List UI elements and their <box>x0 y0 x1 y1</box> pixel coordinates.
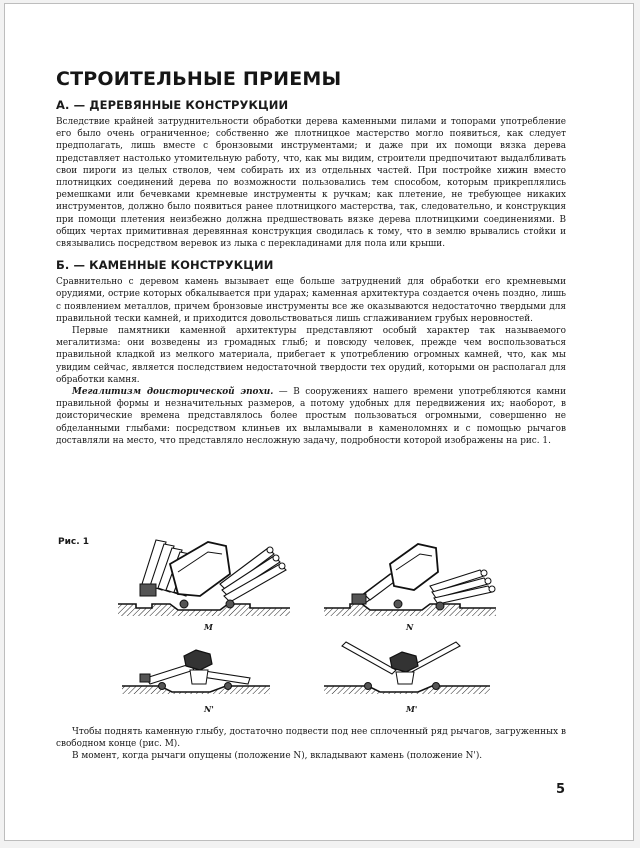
panel-n-prime <box>122 650 270 694</box>
section-b-paragraph-2: Первые памятники каменной архитектуры представляют особый характер так называемого мегалитизма: они возведены из громадных глыб; и повсюду человек, прежде чем воспользоваться правильной кладкой из мелкого материала, прибегает к употреблению огромных камней, что, как мы увидим сейчас, является последствием недостаточной твердости тех орудий, которыми он располагал для обработки камня. <box>56 326 566 385</box>
caption-m: M <box>204 622 213 632</box>
section-b-paragraph-3 <box>56 386 566 447</box>
page-title: СТРОИТЕЛЬНЫЕ ПРИЕМЫ <box>56 68 342 90</box>
figure-1 <box>100 524 540 724</box>
section-a-paragraph: Вследствие крайней затруднительности обработки дерева каменными пилами и топорами употребление его было очень ограниченное; собственно же плотницкое мастерство могло появиться, как следует предполагать, лишь вместе с бронзовыми инструментами; и даже при их помощи вязка дерева представляет настолько утомительную работу, что, как мы видим, строители предпочитают выдалбливать свои пироги из целых стволов, чем собирать их из отдельных частей. При постройке хижин вместо плотницких соединений дерева по возможности пользовались тем способом, которым прикреплялись ремешками или бечевками кремневые инструменты к ручкам; как плетение, не требующее никаких инструментов, должно было появиться ранее плотницкого мастерства, так, следовательно, и конструкция при помощи плетения неизбежно должна предшествовать вязке дерева плотницкими соединениями. В общих чертах примитивная деревянная конструкция сводилась к тому, что в землю врывались стойки и связывались посредством веревок из лыка с перекладинами для пола или крыши. <box>56 117 566 250</box>
panel-m <box>118 540 290 616</box>
main-content <box>56 68 566 447</box>
figure-label: Рис. 1 <box>58 537 90 547</box>
megalithism-lead: Мегалитизм доисторической эпохи. <box>72 387 274 398</box>
bottom-paragraph-2: В момент, когда рычаги опущены (положение N), вкладывают камень (положение N'). <box>72 751 483 762</box>
caption-n: N <box>406 622 414 632</box>
megalithism-text: — В сооружениях нашего времени употребляются камни правильной формы и незначительных размеров, а потому удобных для передвижения их; наоборот, в доисторические времена представлялось более простым пользоваться огромными, совершенно не обделанными глыбами: посредством клиньев их выламывали в каменоломнях и с помощью рычагов доставляли на место, что представляло несложную задачу, подробности которой изображены на рис. 1. <box>56 387 567 446</box>
section-b-heading: Б. — КАМЕННЫЕ КОНСТРУКЦИИ <box>56 258 274 273</box>
bottom-text <box>56 726 566 763</box>
caption-m-prime: M' <box>406 704 418 714</box>
panel-m-prime <box>324 642 490 694</box>
section-a-heading: А. — ДЕРЕВЯННЫЕ КОНСТРУКЦИИ <box>56 98 289 112</box>
panel-n <box>324 544 496 616</box>
section-b-paragraph-1: Сравнительно с деревом камень вызывает еще больше затруднений для обработки его кремневыми орудиями, острие которых обкалывается при ударах; каменная архитектура создается очень поздно, лишь с появлением металлов, причем бронзовые инструменты все же оказываются недостаточно твердыми для правильной тески камней, и приходится довольствоваться лишь сглаживанием грубых неровностей. <box>56 277 566 324</box>
lever-illustration <box>100 524 540 724</box>
page-number: 5 <box>556 782 566 797</box>
caption-n-prime: N' <box>204 704 214 714</box>
bottom-paragraph-1: Чтобы поднять каменную глыбу, достаточно подвести под нее сплоченный ряд рычагов, загруженных в свободном конце (рис. M). <box>56 727 566 750</box>
